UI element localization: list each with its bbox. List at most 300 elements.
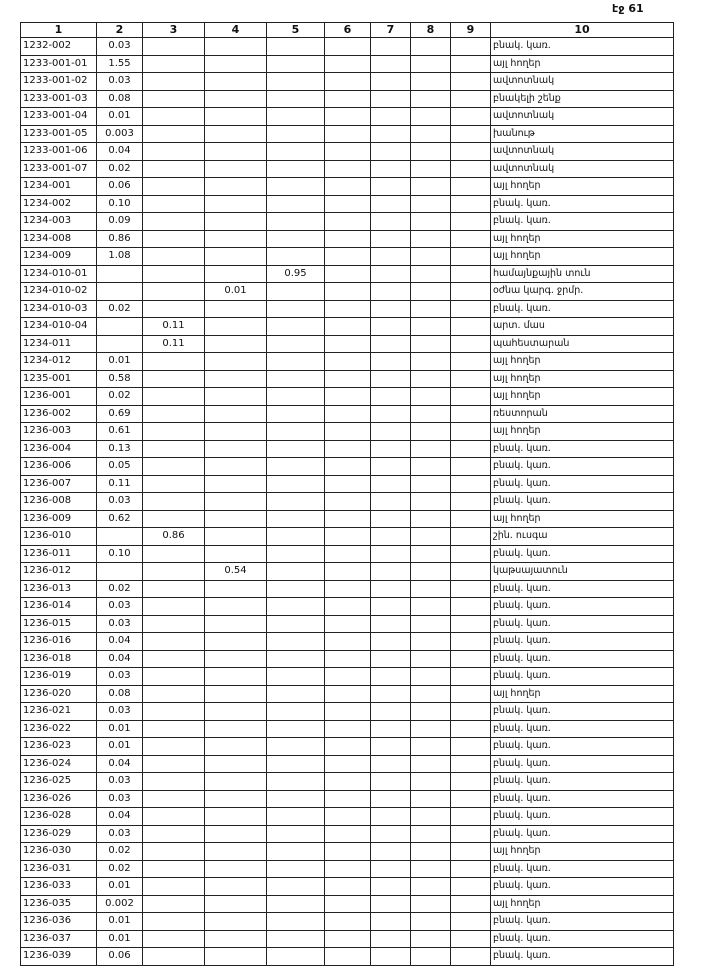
cell-col-10: բնակ. կառ. (491, 930, 674, 948)
cell-col-6 (325, 545, 371, 563)
table-row (21, 55, 674, 73)
cell-col-9 (451, 73, 491, 91)
cell-col-4 (205, 388, 267, 406)
cell-col-10: օժնա կարգ. ջրմր. (491, 283, 674, 301)
cell-col-6 (325, 948, 371, 966)
cell-col-3 (143, 790, 205, 808)
cell-col-8 (411, 178, 451, 196)
cell-col-8 (411, 615, 451, 633)
cell-col-3 (143, 265, 205, 283)
cell-col-1: 1236-037 (21, 930, 97, 948)
cell-col-5 (267, 143, 325, 161)
cell-col-10: բնակ. կառ. (491, 458, 674, 476)
table-row (21, 38, 674, 56)
cell-col-4 (205, 265, 267, 283)
cell-col-3 (143, 125, 205, 143)
cell-col-2: 0.61 (97, 423, 143, 441)
cell-col-6 (325, 913, 371, 931)
cell-col-2 (97, 283, 143, 301)
cell-col-3 (143, 703, 205, 721)
cell-col-5 (267, 528, 325, 546)
cell-col-3 (143, 615, 205, 633)
cell-col-10: բնակ. կառ. (491, 755, 674, 773)
table-row (21, 73, 674, 91)
cell-col-10: բնակ. կառ. (491, 703, 674, 721)
cell-col-3 (143, 248, 205, 266)
cell-col-7 (371, 650, 411, 668)
cell-col-9 (451, 948, 491, 966)
table-row (21, 528, 674, 546)
cell-col-8 (411, 440, 451, 458)
cell-col-1: 1236-016 (21, 633, 97, 651)
cell-col-3 (143, 773, 205, 791)
cell-col-8 (411, 388, 451, 406)
table-row (21, 545, 674, 563)
cell-col-4 (205, 930, 267, 948)
cell-col-8 (411, 405, 451, 423)
cell-col-1: 1236-033 (21, 878, 97, 896)
cell-col-5 (267, 773, 325, 791)
cell-col-7 (371, 668, 411, 686)
cell-col-6 (325, 878, 371, 896)
cell-col-7 (371, 265, 411, 283)
cell-col-2: 0.09 (97, 213, 143, 231)
cell-col-5 (267, 55, 325, 73)
cell-col-4 (205, 773, 267, 791)
cell-col-2: 0.02 (97, 580, 143, 598)
cell-col-4 (205, 73, 267, 91)
table-row (21, 895, 674, 913)
cell-col-5 (267, 353, 325, 371)
table-row (21, 773, 674, 791)
cell-col-9 (451, 248, 491, 266)
cell-col-2: 0.58 (97, 370, 143, 388)
cell-col-1: 1234-008 (21, 230, 97, 248)
cell-col-10: բնակ. կառ. (491, 913, 674, 931)
table-row (21, 248, 674, 266)
cell-col-8 (411, 720, 451, 738)
cell-col-2: 0.03 (97, 773, 143, 791)
cell-col-4 (205, 55, 267, 73)
cell-col-7 (371, 388, 411, 406)
table-row (21, 685, 674, 703)
cell-col-4 (205, 195, 267, 213)
cell-col-2: 0.02 (97, 160, 143, 178)
cell-col-4 (205, 160, 267, 178)
cell-col-6 (325, 860, 371, 878)
cell-col-4 (205, 125, 267, 143)
cell-col-2: 0.01 (97, 878, 143, 896)
cell-col-5 (267, 510, 325, 528)
cell-col-9 (451, 213, 491, 231)
cell-col-1: 1236-024 (21, 755, 97, 773)
cell-col-6 (325, 248, 371, 266)
cell-col-4 (205, 440, 267, 458)
cell-col-6 (325, 55, 371, 73)
cell-col-8 (411, 598, 451, 616)
cell-col-10: բնակելի շենք (491, 90, 674, 108)
cell-col-3 (143, 388, 205, 406)
cell-col-1: 1236-001 (21, 388, 97, 406)
cell-col-8 (411, 668, 451, 686)
cell-col-2: 1.55 (97, 55, 143, 73)
cell-col-5 (267, 755, 325, 773)
cell-col-2: 0.69 (97, 405, 143, 423)
cell-col-10: արտ. մաս (491, 318, 674, 336)
cell-col-5 (267, 720, 325, 738)
cell-col-7 (371, 73, 411, 91)
cell-col-6 (325, 703, 371, 721)
cell-col-8 (411, 475, 451, 493)
cell-col-9 (451, 195, 491, 213)
cell-col-2: 0.03 (97, 598, 143, 616)
cell-col-8 (411, 825, 451, 843)
cell-col-6 (325, 755, 371, 773)
cell-col-2: 0.13 (97, 440, 143, 458)
cell-col-8 (411, 703, 451, 721)
cell-col-1: 1236-029 (21, 825, 97, 843)
cell-col-4 (205, 650, 267, 668)
cell-col-2: 0.04 (97, 633, 143, 651)
cell-col-4 (205, 510, 267, 528)
cell-col-4 (205, 178, 267, 196)
cell-col-4 (205, 720, 267, 738)
table-row (21, 930, 674, 948)
cell-col-6 (325, 458, 371, 476)
cell-col-8 (411, 843, 451, 861)
cell-col-1: 1235-001 (21, 370, 97, 388)
cell-col-9 (451, 650, 491, 668)
cell-col-9 (451, 353, 491, 371)
cell-col-6 (325, 633, 371, 651)
cell-col-3 (143, 545, 205, 563)
cell-col-9 (451, 38, 491, 56)
cell-col-6 (325, 213, 371, 231)
table-row (21, 318, 674, 336)
cell-col-6 (325, 808, 371, 826)
cell-col-10: բնակ. կառ. (491, 860, 674, 878)
cell-col-10: բնակ. կառ. (491, 720, 674, 738)
table-row (21, 353, 674, 371)
table-row (21, 125, 674, 143)
table-row (21, 370, 674, 388)
cell-col-8 (411, 318, 451, 336)
cell-col-9 (451, 615, 491, 633)
cell-col-10: բնակ. կառ. (491, 948, 674, 966)
cell-col-3 (143, 353, 205, 371)
cell-col-4 (205, 580, 267, 598)
table-row (21, 335, 674, 353)
cell-col-2: 0.01 (97, 720, 143, 738)
table-row (21, 160, 674, 178)
cell-col-5 (267, 38, 325, 56)
cell-col-1: 1236-004 (21, 440, 97, 458)
cell-col-4 (205, 213, 267, 231)
table-row (21, 265, 674, 283)
cell-col-7 (371, 895, 411, 913)
cell-col-9 (451, 90, 491, 108)
cell-col-7 (371, 458, 411, 476)
header-col-1: 1 (21, 23, 97, 38)
cell-col-10: բնակ. կառ. (491, 545, 674, 563)
cell-col-2: 0.06 (97, 948, 143, 966)
cell-col-3 (143, 55, 205, 73)
cell-col-6 (325, 440, 371, 458)
cell-col-5 (267, 615, 325, 633)
cell-col-5 (267, 493, 325, 511)
cell-col-5 (267, 335, 325, 353)
cell-col-1: 1234-010-03 (21, 300, 97, 318)
cell-col-9 (451, 160, 491, 178)
cell-col-7 (371, 213, 411, 231)
table-row (21, 755, 674, 773)
cell-col-9 (451, 300, 491, 318)
cell-col-6 (325, 773, 371, 791)
table-row (21, 650, 674, 668)
cell-col-8 (411, 73, 451, 91)
cell-col-7 (371, 755, 411, 773)
cell-col-5 (267, 160, 325, 178)
cell-col-6 (325, 160, 371, 178)
table-row (21, 388, 674, 406)
cell-col-8 (411, 230, 451, 248)
cell-col-1: 1236-039 (21, 948, 97, 966)
cell-col-3 (143, 300, 205, 318)
cell-col-8 (411, 773, 451, 791)
cell-col-2: 0.01 (97, 353, 143, 371)
cell-col-2: 0.01 (97, 738, 143, 756)
cell-col-7 (371, 318, 411, 336)
cell-col-5 (267, 825, 325, 843)
cell-col-4 (205, 300, 267, 318)
cell-col-7 (371, 685, 411, 703)
cell-col-2 (97, 335, 143, 353)
cell-col-2: 0.02 (97, 860, 143, 878)
table-row (21, 440, 674, 458)
cell-col-5 (267, 738, 325, 756)
cell-col-9 (451, 668, 491, 686)
cell-col-6 (325, 143, 371, 161)
cell-col-5 (267, 213, 325, 231)
cell-col-8 (411, 335, 451, 353)
cell-col-5 (267, 248, 325, 266)
header-col-6: 6 (325, 23, 371, 38)
cell-col-5 (267, 913, 325, 931)
cell-col-1: 1233-001-06 (21, 143, 97, 161)
table-row (21, 668, 674, 686)
cell-col-5 (267, 948, 325, 966)
cell-col-4 (205, 685, 267, 703)
cell-col-3 (143, 633, 205, 651)
cell-col-9 (451, 930, 491, 948)
cell-col-1: 1234-012 (21, 353, 97, 371)
cell-col-5: 0.95 (267, 265, 325, 283)
cell-col-10: այլ հողեր (491, 388, 674, 406)
table-row (21, 213, 674, 231)
cell-col-7 (371, 143, 411, 161)
cell-col-1: 1236-002 (21, 405, 97, 423)
cell-col-1: 1236-031 (21, 860, 97, 878)
cell-col-3 (143, 73, 205, 91)
cell-col-7 (371, 195, 411, 213)
cell-col-5 (267, 125, 325, 143)
cell-col-5 (267, 405, 325, 423)
cell-col-7 (371, 808, 411, 826)
cell-col-10: բնակ. կառ. (491, 493, 674, 511)
cell-col-6 (325, 388, 371, 406)
table-row (21, 720, 674, 738)
cell-col-5 (267, 633, 325, 651)
cell-col-10: խանութ (491, 125, 674, 143)
cell-col-6 (325, 370, 371, 388)
cell-col-4 (205, 913, 267, 931)
cell-col-2: 0.002 (97, 895, 143, 913)
header-col-7: 7 (371, 23, 411, 38)
cell-col-3 (143, 808, 205, 826)
cell-col-10: այլ հողեր (491, 423, 674, 441)
cell-col-2: 0.06 (97, 178, 143, 196)
cell-col-4 (205, 108, 267, 126)
cell-col-9 (451, 143, 491, 161)
cell-col-7 (371, 248, 411, 266)
cell-col-1: 1236-022 (21, 720, 97, 738)
table-row (21, 808, 674, 826)
cell-col-10: բնակ. կառ. (491, 773, 674, 791)
cell-col-8 (411, 913, 451, 931)
cell-col-4 (205, 335, 267, 353)
cell-col-1: 1234-002 (21, 195, 97, 213)
cell-col-6 (325, 405, 371, 423)
cell-col-9 (451, 388, 491, 406)
cell-col-7 (371, 913, 411, 931)
cell-col-4 (205, 230, 267, 248)
cell-col-2: 0.08 (97, 90, 143, 108)
cell-col-1: 1236-007 (21, 475, 97, 493)
cell-col-2: 0.03 (97, 790, 143, 808)
cell-col-8 (411, 108, 451, 126)
cell-col-2 (97, 318, 143, 336)
cell-col-6 (325, 668, 371, 686)
cell-col-8 (411, 895, 451, 913)
cell-col-1: 1236-014 (21, 598, 97, 616)
cell-col-4 (205, 353, 267, 371)
table-row (21, 563, 674, 581)
cell-col-6 (325, 493, 371, 511)
cell-col-10: այլ հողեր (491, 510, 674, 528)
cell-col-8 (411, 493, 451, 511)
cell-col-10: բնակ. կառ. (491, 580, 674, 598)
table-row (21, 423, 674, 441)
cell-col-9 (451, 913, 491, 931)
cell-col-9 (451, 55, 491, 73)
cell-col-5 (267, 563, 325, 581)
cell-col-3 (143, 755, 205, 773)
cell-col-8 (411, 423, 451, 441)
cell-col-3 (143, 160, 205, 178)
cell-col-5 (267, 668, 325, 686)
cell-col-1: 1236-030 (21, 843, 97, 861)
cell-col-8 (411, 195, 451, 213)
cell-col-8 (411, 38, 451, 56)
cell-col-2: 0.86 (97, 230, 143, 248)
cell-col-8 (411, 143, 451, 161)
cell-col-4 (205, 895, 267, 913)
cell-col-6 (325, 300, 371, 318)
cell-col-7 (371, 493, 411, 511)
cell-col-1: 1233-001-05 (21, 125, 97, 143)
cell-col-1: 1236-035 (21, 895, 97, 913)
table-row (21, 178, 674, 196)
cell-col-6 (325, 178, 371, 196)
cell-col-6 (325, 265, 371, 283)
cell-col-6 (325, 528, 371, 546)
cell-col-10: այլ հողեր (491, 178, 674, 196)
cell-col-4 (205, 668, 267, 686)
cell-col-3 (143, 510, 205, 528)
cell-col-4 (205, 545, 267, 563)
cell-col-1: 1236-020 (21, 685, 97, 703)
cell-col-7 (371, 580, 411, 598)
cell-col-1: 1236-010 (21, 528, 97, 546)
cell-col-2: 0.01 (97, 930, 143, 948)
header-col-5: 5 (267, 23, 325, 38)
cell-col-4 (205, 633, 267, 651)
cell-col-1: 1236-013 (21, 580, 97, 598)
cell-col-6 (325, 125, 371, 143)
cell-col-2: 0.02 (97, 388, 143, 406)
cell-col-3 (143, 213, 205, 231)
cell-col-7 (371, 178, 411, 196)
cell-col-1: 1236-011 (21, 545, 97, 563)
cell-col-9 (451, 283, 491, 301)
cell-col-3 (143, 405, 205, 423)
cell-col-1: 1236-023 (21, 738, 97, 756)
cell-col-10: բնակ. կառ. (491, 195, 674, 213)
cell-col-1: 1233-001-03 (21, 90, 97, 108)
cell-col-10: բնակ. կառ. (491, 475, 674, 493)
cell-col-7 (371, 55, 411, 73)
cell-col-3 (143, 825, 205, 843)
cell-col-8 (411, 948, 451, 966)
cell-col-1: 1236-009 (21, 510, 97, 528)
cell-col-3 (143, 948, 205, 966)
cell-col-6 (325, 510, 371, 528)
cell-col-10: այլ հողեր (491, 230, 674, 248)
cell-col-7 (371, 475, 411, 493)
cell-col-9 (451, 860, 491, 878)
cell-col-6 (325, 318, 371, 336)
cell-col-8 (411, 685, 451, 703)
table-row (21, 143, 674, 161)
table-row (21, 860, 674, 878)
cell-col-7 (371, 125, 411, 143)
cell-col-7 (371, 598, 411, 616)
cell-col-7 (371, 283, 411, 301)
cell-col-8 (411, 545, 451, 563)
cell-col-2: 0.03 (97, 668, 143, 686)
cell-col-1: 1236-026 (21, 790, 97, 808)
cell-col-6 (325, 598, 371, 616)
cell-col-8 (411, 755, 451, 773)
cell-col-6 (325, 720, 371, 738)
cell-col-8 (411, 580, 451, 598)
cell-col-1: 1236-028 (21, 808, 97, 826)
cell-col-1: 1234-010-02 (21, 283, 97, 301)
cell-col-8 (411, 930, 451, 948)
cell-col-5 (267, 423, 325, 441)
cell-col-3 (143, 930, 205, 948)
cell-col-10: բնակ. կառ. (491, 213, 674, 231)
